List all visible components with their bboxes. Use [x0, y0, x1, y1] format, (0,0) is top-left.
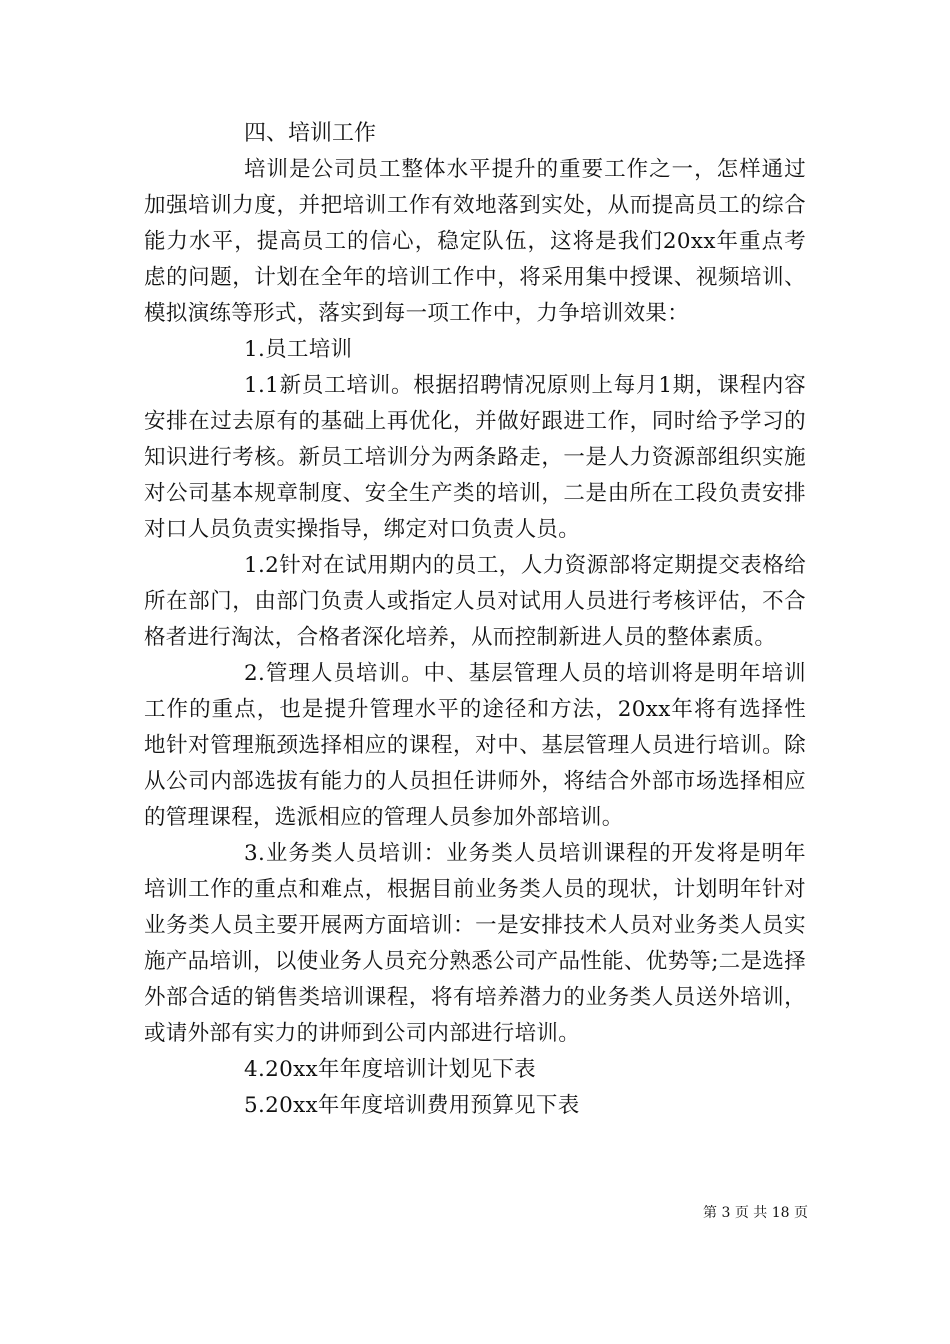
section-heading: 四、培训工作: [244, 121, 377, 146]
paragraph-training-plan: 4.20xx年年度培训计划见下表: [244, 1057, 536, 1082]
paragraph-probation-staff: 1.2针对在试用期内的员工，人力资源部将定期提交表格给所在部门，由部门负责人或指定人员对试用人员进行考核评估，不合格者进行淘汰，合格者深化培养，从而控制新进人员的整体素质。: [144, 553, 806, 650]
paragraph-new-staff-training: 1.1新员工培训。根据招聘情况原则上每月1期，课程内容安排在过去原有的基础上再优化，并做好跟进工作，同时给予学习的知识进行考核。新员工培训分为两条路走，一是人力资源部组织实施对公司基本规章制度、安全生产类的培训，二是由所在工段负责安排对口人员负责实操指导，绑定对口负责人员。: [144, 373, 806, 542]
paragraph-training-budget: 5.20xx年年度培训费用预算见下表: [244, 1093, 580, 1118]
paragraph-staff-training: 1.员工培训: [244, 337, 353, 362]
paragraph-sales-training: 3.业务类人员培训：业务类人员培训课程的开发将是明年培训工作的重点和难点，根据目前业务类人员的现状，计划明年针对业务类人员主要开展两方面培训：一是安排技术人员对业务类人员实施产品培训，以使业务人员充分熟悉公司产品性能、优势等;二是选择外部合适的销售类培训课程，将有培养潜力的业务类人员送外培训，或请外部有实力的讲师到公司内部进行培训。: [144, 841, 806, 1046]
paragraph-intro: 培训是公司员工整体水平提升的重要工作之一，怎样通过加强培训力度，并把培训工作有效地落到实处，从而提高员工的综合能力水平，提高员工的信心，稳定队伍，这将是我们20xx年重点考虑的问题，计划在全年的培训工作中，将采用集中授课、视频培训、模拟演练等形式，落实到每一项工作中，力争培训效果：: [144, 157, 806, 326]
paragraph-management-training: 2.管理人员培训。中、基层管理人员的培训将是明年培训工作的重点，也是提升管理水平的途径和方法，20xx年将有选择性地针对管理瓶颈选择相应的课程，对中、基层管理人员进行培训。除从公司内部选拔有能力的人员担任讲师外，将结合外部市场选择相应的管理课程，选派相应的管理人员参加外部培训。: [144, 661, 806, 830]
page-number: 第 3 页 共 18 页: [703, 1205, 808, 1221]
document-body: [144, 116, 806, 1124]
